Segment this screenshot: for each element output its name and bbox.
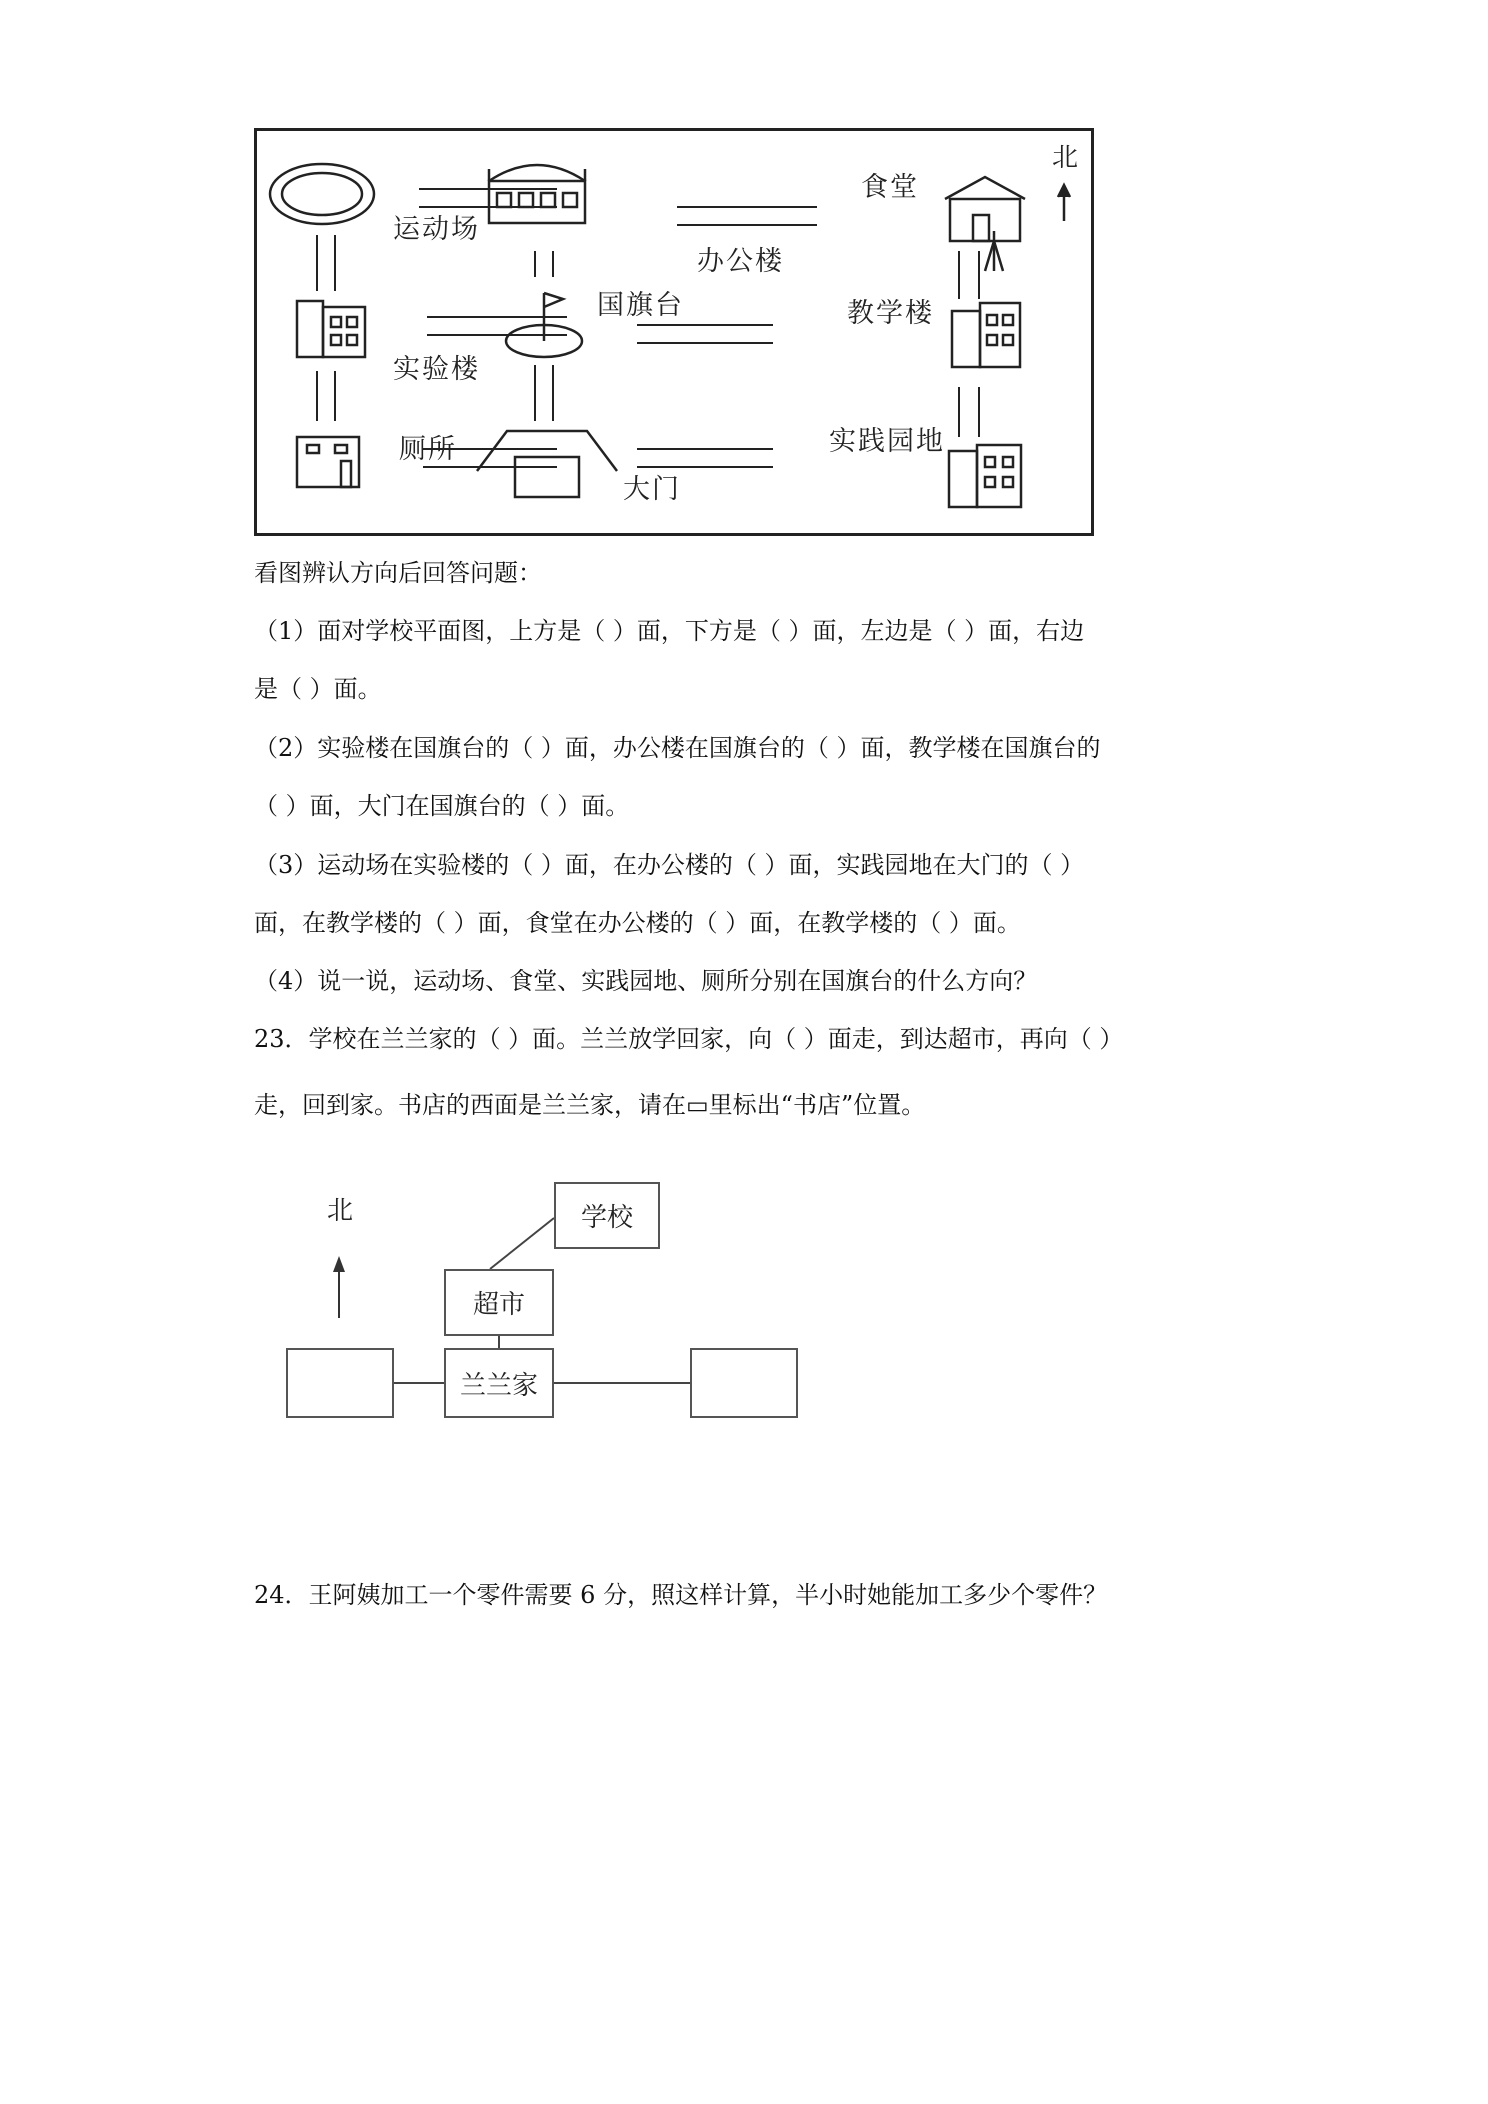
north-arrow-icon <box>1058 185 1070 221</box>
label-playground: 运动场 <box>393 214 480 245</box>
q22-p3-line2: 面，在教学楼的（ ）面，食堂在办公楼的（ ）面，在教学楼的（ ）面。 <box>254 909 1021 937</box>
label-gate: 大门 <box>623 474 681 505</box>
q22-p2-line1: （2）实验楼在国旗台的（ ）面，办公楼在国旗台的（ ）面，教学楼在国旗台的 <box>254 734 1101 762</box>
q23-north-arrow-icon <box>333 1256 345 1318</box>
office-building-icon <box>489 165 585 223</box>
q22-intro: 看图辨认方向后回答问题： <box>254 559 542 587</box>
teaching-building-icon <box>952 231 1020 367</box>
flag-platform-icon <box>506 293 582 357</box>
lab-building-icon <box>297 301 365 357</box>
q23-north-label: 北 <box>327 1196 354 1226</box>
label-teaching: 教学楼 <box>847 298 934 329</box>
q22-p1-line1: （1）面对学校平面图，上方是（ ）面，下方是（ ）面，左边是（ ）面，右边 <box>254 617 1085 645</box>
bookstore-answer-box[interactable] <box>690 1348 798 1418</box>
label-flag: 国旗台 <box>597 290 684 321</box>
q24-text: 24．王阿姨加工一个零件需要 6 分，照这样计算，半小时她能加工多少个零件？ <box>254 1581 1108 1609</box>
left-empty-box[interactable] <box>286 1348 394 1418</box>
garden-building-icon <box>949 445 1021 507</box>
q23-line1: 23．学校在兰兰家的（ ）面。兰兰放学回家，向（ ）面走，到达超市，再向（ ） <box>254 1025 1124 1053</box>
gate-icon <box>477 431 617 497</box>
q23-line2: 走，回到家。书店的西面是兰兰家，请在▭里标出“书店”位置。 <box>254 1091 926 1119</box>
q22-p2-line2: （ ）面，大门在国旗台的（ ）面。 <box>254 792 630 820</box>
q22-p3-line1: （3）运动场在实验楼的（ ）面，在办公楼的（ ）面，实践园地在大门的（ ） <box>254 851 1085 879</box>
q23-diagram <box>280 1170 810 1490</box>
q22-p1-line2: 是（ ）面。 <box>254 675 382 703</box>
north-label: 北 <box>1052 143 1079 173</box>
label-lab: 实验楼 <box>393 354 480 385</box>
school-map-figure <box>254 128 1094 536</box>
toilet-icon <box>297 437 359 487</box>
label-office: 办公楼 <box>697 246 784 277</box>
label-garden: 实践园地 <box>829 426 945 457</box>
label-toilet: 厕所 <box>399 434 457 465</box>
canteen-icon <box>945 177 1025 241</box>
label-canteen: 食堂 <box>861 172 919 203</box>
market-box: 超市 <box>444 1269 554 1336</box>
q22-p4: （4）说一说，运动场、食堂、实践园地、厕所分别在国旗台的什么方向？ <box>254 967 1038 995</box>
home-box: 兰兰家 <box>444 1348 554 1418</box>
school-box: 学校 <box>554 1182 660 1249</box>
